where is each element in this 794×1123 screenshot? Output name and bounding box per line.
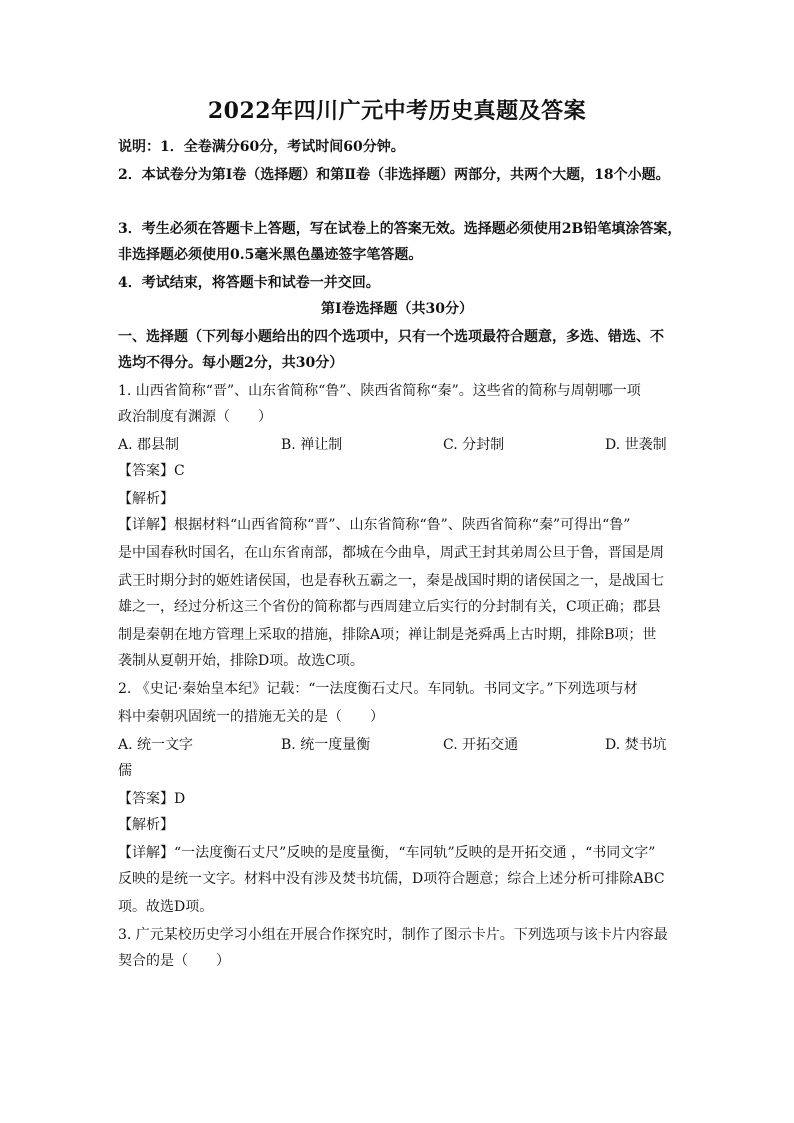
- question-1-stem-cont: 政治制度有渊源（ ）: [118, 409, 272, 425]
- question-2-option-c: C. 开拓交通: [443, 737, 519, 753]
- question-1-detail-1: 【详解】根据材料“山西省简称“晋”、山东省简称“鲁”、陕西省简称“秦”可得出“鲁”: [118, 517, 631, 533]
- question-1-answer: 【答案】C: [118, 463, 185, 479]
- question-3-stem-cont: 契合的是（ ）: [118, 953, 230, 969]
- question-1-detail-5: 制是秦朝在地方管理上采取的措施，排除A项；禅让制是尧舜禹上古时期，排除B项；世: [118, 627, 657, 643]
- question-1-detail-4: 雄之一，经过分析这三个省份的简称都与西周建立后实行的分封制有关，C项正确；郡县: [118, 599, 661, 615]
- question-2-detail-2: 反映的是统一文字。材料中没有涉及焚书坑儒，D项符合题意；综合上述分析可排除ABC: [118, 871, 665, 887]
- instruction-4: 4．考试结束，将答题卡和试卷一并交回。: [118, 275, 380, 291]
- question-1-analysis-label: 【解析】: [118, 491, 174, 507]
- instruction-3-cont: 非选择题必须使用0.5毫米黑色墨迹签字笔答题。: [118, 247, 423, 263]
- question-1-stem: 1. 山西省简称“晋”、山东省简称“鲁”、陕西省简称“秦”。这些省的简称与周朝哪一项: [118, 383, 641, 399]
- question-2-option-d-cont: 儒: [118, 763, 132, 779]
- question-2-stem: 2. 《史记·秦始皇本纪》记载：“一法度衡石丈尺。车同轨。书同文字。”下列选项与材: [118, 681, 638, 697]
- question-2-option-b: B. 统一度量衡: [281, 737, 371, 753]
- section-intro-cont: 选均不得分。每小题2分，共30分）: [118, 355, 344, 371]
- question-2-detail-3: 项。故选D项。: [118, 899, 214, 915]
- instruction-1: 说明：1．全卷满分60分，考试时间60分钟。: [118, 139, 405, 155]
- instruction-2: 2．本试卷分为第Ⅰ卷（选择题）和第Ⅱ卷（非选择题）两部分，共两个大题，18个小题。: [118, 167, 670, 183]
- instruction-3: 3．考生必须在答题卡上答题，写在试卷上的答案无效。选择题必须使用2B铅笔填涂答案，: [118, 221, 682, 237]
- question-1-detail-3: 武王时期分封的姬姓诸侯国，也是春秋五霸之一，秦是战国时期的诸侯国之一，是战国七: [118, 573, 664, 589]
- section-heading: 第Ⅰ卷选择题（共30分）: [320, 301, 474, 317]
- question-3-stem: 3. 广元某校历史学习小组在开展合作探究时，制作了图示卡片。下列选项与该卡片内容最: [118, 927, 668, 943]
- question-2-option-a: A. 统一文字: [118, 737, 194, 753]
- question-1-option-a: A. 郡县制: [118, 437, 180, 453]
- question-2-stem-cont: 料中秦朝巩固统一的措施无关的是（ ）: [118, 709, 384, 725]
- page-title: 2022年四川广元中考历史真题及答案: [207, 98, 587, 124]
- question-1-option-b: B. 禅让制: [281, 437, 343, 453]
- question-1-detail-6: 袭制从夏朝开始，排除D项。故选C项。: [118, 653, 364, 669]
- question-1-option-d: D. 世袭制: [605, 437, 667, 453]
- question-1-option-c: C. 分封制: [443, 437, 505, 453]
- section-intro: 一、选择题（下列每小题给出的四个选项中，只有一个选项最符合题意，多选、错选、不: [118, 329, 664, 345]
- question-2-answer: 【答案】D: [118, 791, 186, 807]
- question-2-detail-1: 【详解】“一法度衡石丈尺”反映的是度量衡，“车同轨”反映的是开拓交通 ，“书同文字”: [118, 845, 656, 861]
- question-2-option-d: D. 焚书坑: [605, 737, 667, 753]
- question-1-detail-2: 是中国春秋时国名，在山东省南部，都城在今曲阜，周武王封其弟周公旦于鲁，晋国是周: [118, 545, 664, 561]
- question-2-analysis-label: 【解析】: [118, 817, 174, 833]
